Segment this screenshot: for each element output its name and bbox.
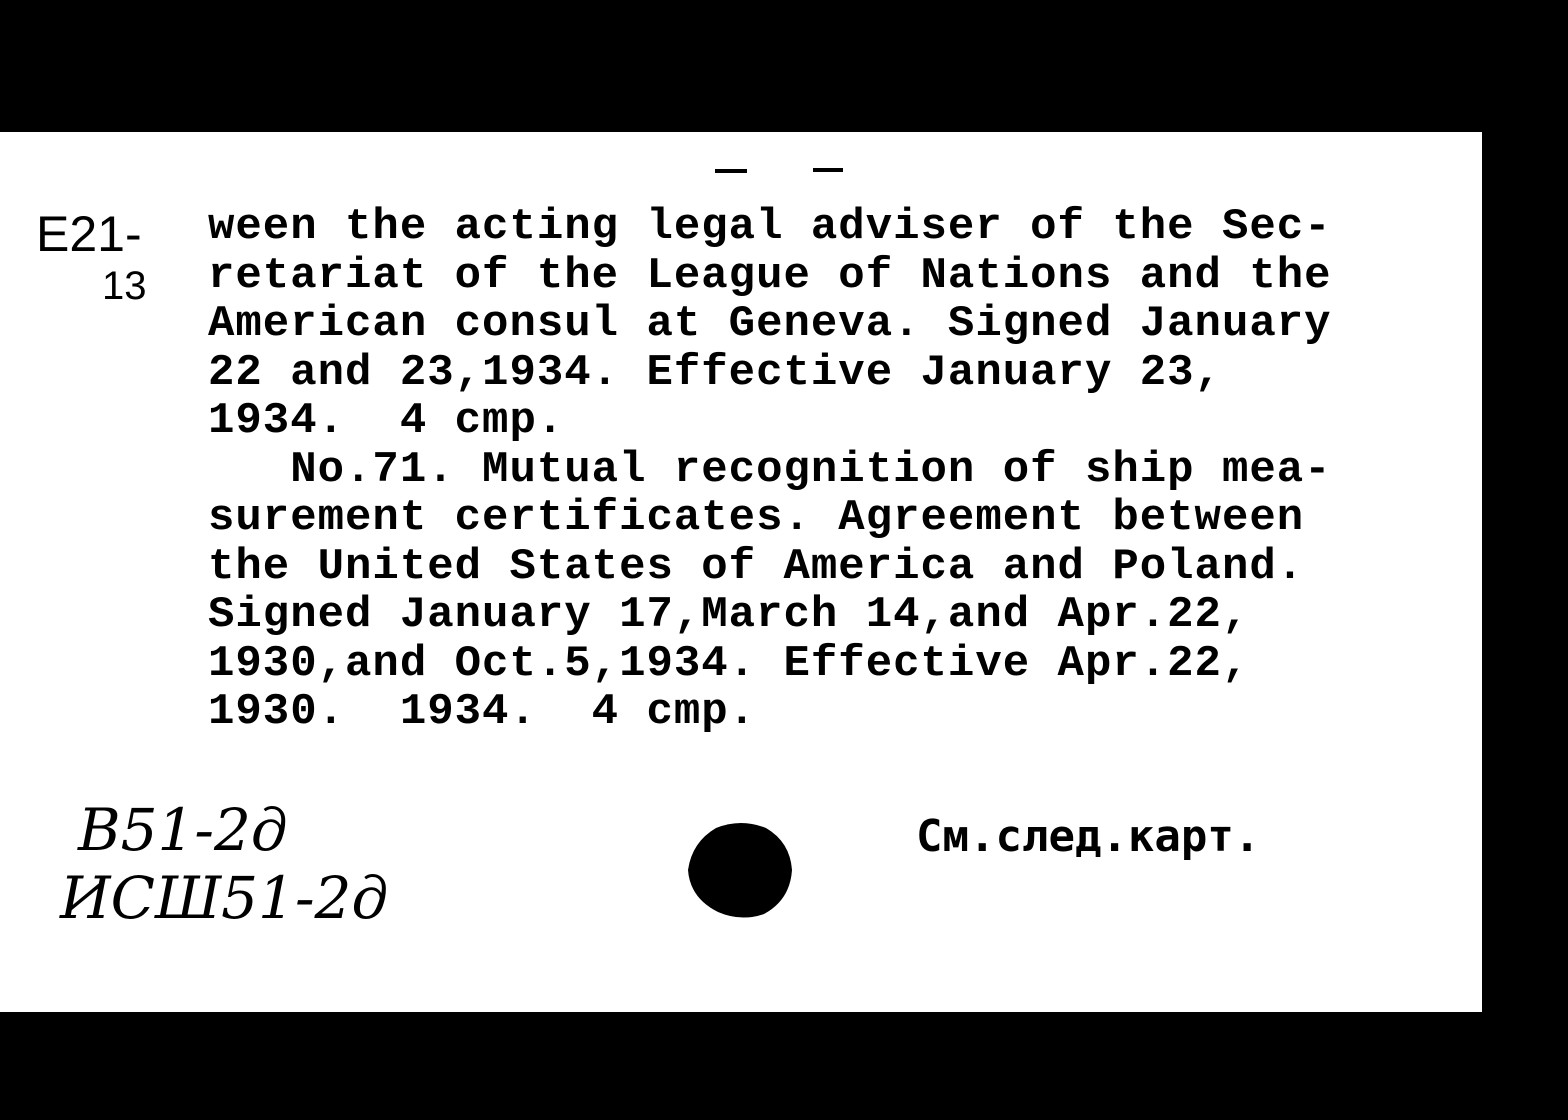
handwritten-shelfmark-1: B51-2д bbox=[78, 796, 288, 864]
body-line: the United States of America and Poland. bbox=[208, 541, 1305, 592]
body-line: No.71. Mutual recognition of ship mea- bbox=[208, 444, 1332, 495]
body-line: 1930,and Oct.5,1934. Effective Apr.22, bbox=[208, 638, 1250, 689]
call-number bbox=[36, 208, 147, 312]
body-line: 22 and 23,1934. Effective January 23, bbox=[208, 347, 1222, 398]
call-number-line-1: E21- bbox=[36, 206, 142, 262]
handwritten-shelfmark-2: ИСШ51-2д bbox=[60, 864, 389, 932]
next-card-note: См.след.карт. bbox=[916, 811, 1261, 862]
top-dash-marks bbox=[715, 168, 845, 178]
body-line: retariat of the League of Nations and the bbox=[208, 250, 1332, 301]
body-line: Signed January 17,March 14,and Apr.22, bbox=[208, 590, 1250, 640]
body-line: American consul at Geneva. Signed January bbox=[208, 299, 1332, 349]
body-line: 1930. 1934. 4 cmp. bbox=[208, 687, 757, 737]
punch-hole bbox=[686, 820, 796, 920]
call-number-line-2: 13 bbox=[102, 264, 147, 308]
body-line: surement certificates. Agreement between bbox=[208, 493, 1305, 543]
body-line: ween the acting legal adviser of the Sec- bbox=[208, 202, 1332, 252]
body-line: 1934. 4 cmp. bbox=[208, 396, 565, 446]
card-body-text bbox=[208, 203, 1468, 737]
